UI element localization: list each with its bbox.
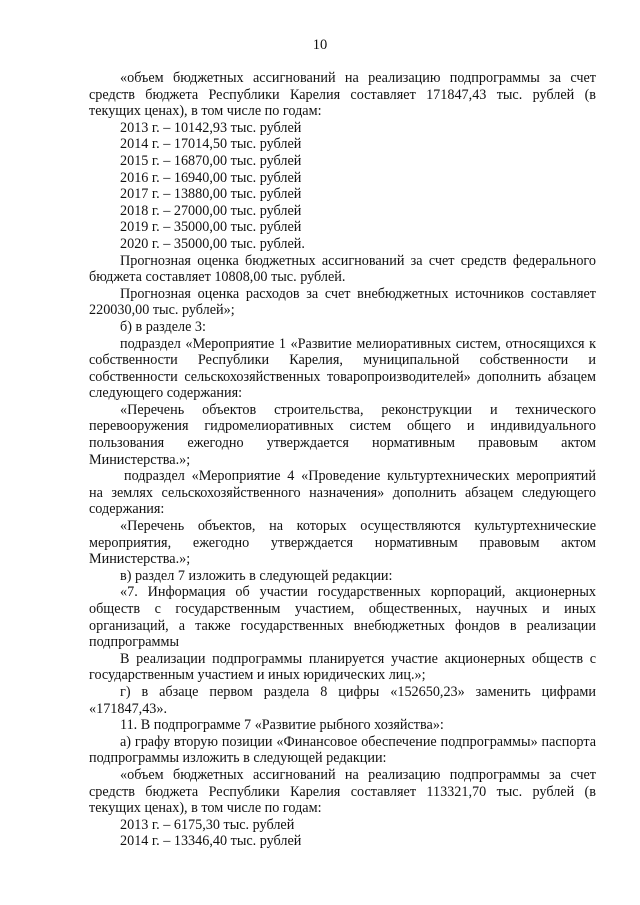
year-line: 2015 г. – 16870,00 тыс. рублей — [120, 152, 302, 169]
item-b: б) в разделе 3: — [120, 318, 206, 335]
section-7-text: В реализации подпрограммы планируется участие акционерных обществ с государственным участием и иных юридических лиц.»; — [89, 650, 596, 684]
section-7-title: «7. Информация об участии государственных корпораций, акционерных обществ с государственным участием, общественных, научных и иных организаций, а также государственных внебюджетных фондов в реализации подпрограммы — [89, 584, 596, 651]
year-line: 2016 г. – 16940,00 тыс. рублей — [120, 169, 302, 186]
subsection-4-intro: подраздел «Мероприятие 4 «Проведение культуртехнических мероприятий на землях сельскохозяйственного назначения» дополнить абзацем следующего содержания: — [89, 468, 596, 518]
year-list-2 — [89, 817, 596, 850]
item-v: в) раздел 7 изложить в следующей редакции: — [120, 567, 393, 584]
federal-estimate-paragraph: Прогнозная оценка бюджетных ассигнований за счет средств федерального бюджета составляет 10808,00 тыс. рублей. — [89, 252, 596, 286]
year-line: 2014 г. – 17014,50 тыс. рублей — [120, 136, 302, 153]
year-line: 2013 г. – 6175,30 тыс. рублей — [120, 816, 295, 833]
extrabudget-paragraph: Прогнозная оценка расходов за счет внебюджетных источников составляет 220030,00 тыс. рублей»; — [89, 285, 596, 319]
item-a: а) графу вторую позиции «Финансовое обеспечение подпрограммы» паспорта подпрограммы изложить в следующей редакции: — [89, 733, 596, 767]
year-line: 2014 г. – 13346,40 тыс. рублей — [120, 833, 302, 850]
item-g: г) в абзаце первом раздела 8 цифры «152650,23» заменить цифрами «171847,43». — [89, 683, 596, 717]
year-line: 2013 г. – 10142,93 тыс. рублей — [120, 119, 302, 136]
item-11: 11. В подпрограмме 7 «Развитие рыбного хозяйства»: — [120, 717, 444, 734]
subsection-1-intro: подраздел «Мероприятие 1 «Развитие мелиоративных систем, относящихся к собственности Республики Карелия, муниципальной собственности и собственности сельскохозяйственных товаропроизводителей» дополнить абзацем следующего содержания: — [89, 335, 596, 402]
page-number: 10 — [312, 37, 328, 53]
budget-paragraph-2: «объем бюджетных ассигнований на реализацию подпрограммы за счет средств бюджета Республики Карелия составляет 113321,70 тыс. рублей (в текущих ценах), в том числе по годам: — [89, 766, 596, 817]
subsection-1-text: «Перечень объектов строительства, реконструкции и технического перевооружения гидромелиоративных систем общего и индивидуального пользования ежегодно утверждается нормативным правовым актом Министерства.»; — [89, 401, 596, 468]
year-line: 2018 г. – 27000,00 тыс. рублей — [120, 202, 302, 219]
year-list — [89, 120, 596, 253]
budget-paragraph: «объем бюджетных ассигнований на реализацию подпрограммы за счет средств бюджета Республики Карелия составляет 171847,43 тыс. рублей (в текущих ценах), в том числе по годам: — [89, 70, 596, 120]
subsection-4-text: «Перечень объектов, на которых осуществляются культуртехнические мероприятия, ежегодно утверждается нормативным правовым актом Министерства.»; — [89, 518, 596, 568]
year-line: 2017 г. – 13880,00 тыс. рублей — [120, 186, 302, 203]
year-line: 2019 г. – 35000,00 тыс. рублей — [120, 219, 302, 236]
document-body — [89, 70, 596, 850]
year-line: 2020 г. – 35000,00 тыс. рублей. — [120, 235, 305, 252]
